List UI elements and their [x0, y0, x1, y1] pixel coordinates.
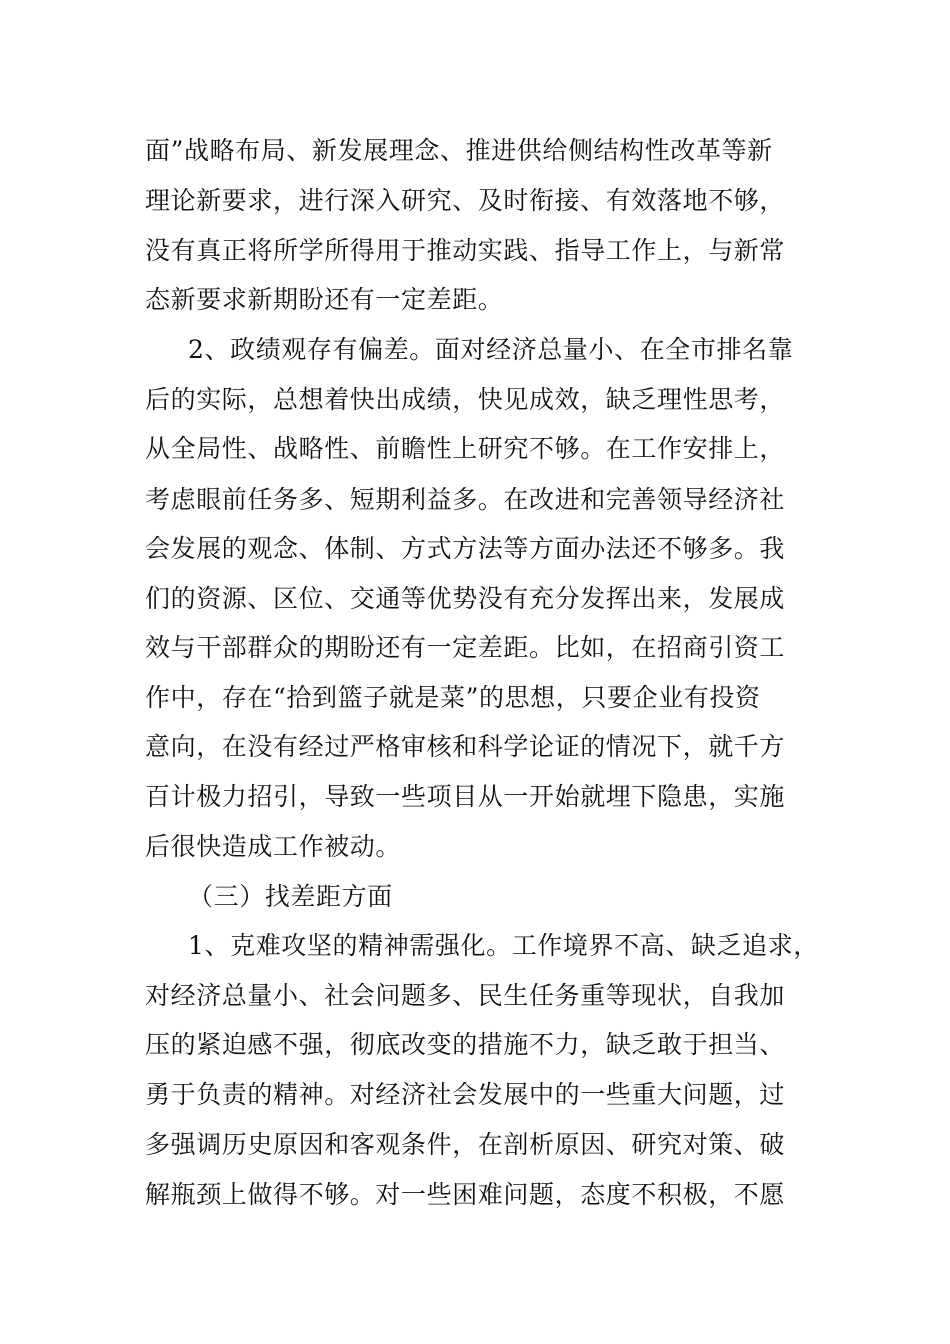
paragraph-1-start: 1、克难攻坚的精神需强化。工作境界不高、缺乏追求， — [188, 931, 819, 960]
text-line: 解瓶颈上做得不够。对一些困难问题，态度不积极，不愿 — [145, 1180, 786, 1209]
text-line: 作中，存在“拾到篮子就是菜”的思想，只要企业有投资 — [145, 683, 761, 712]
text-line: 从全局性、战略性、前瞻性上研究不够。在工作安排上， — [145, 434, 786, 463]
text-line: 理论新要求，进行深入研究、及时衔接、有效落地不够， — [145, 186, 786, 215]
text-line: 态新要求新期盼还有一定差距。 — [145, 285, 504, 314]
text-line: 意向，在没有经过严格审核和科学论证的情况下，就千方 — [145, 732, 786, 761]
text-line: 们的资源、区位、交通等优势没有充分发挥出来，发展成 — [145, 584, 786, 613]
section-heading: （三）找差距方面 — [188, 882, 393, 911]
text-line: 勇于负责的精神。对经济社会发展中的一些重大问题，过 — [145, 1080, 786, 1109]
text-line: 后很快造成工作被动。 — [145, 832, 402, 861]
paragraph-2-start: 2、政绩观存有偏差。面对经济总量小、在全市排名靠 — [188, 335, 794, 364]
text-line: 对经济总量小、社会问题多、民生任务重等现状，自我加 — [145, 981, 786, 1010]
text-line: 没有真正将所学所得用于推动实践、指导工作上，与新常 — [145, 236, 786, 265]
text-line: 会发展的观念、体制、方式方法等方面办法还不够多。我 — [145, 534, 786, 563]
text-line: 多强调历史原因和客观条件，在剖析原因、研究对策、破 — [145, 1130, 786, 1159]
text-line: 效与干部群众的期盼还有一定差距。比如，在招商引资工 — [145, 633, 786, 662]
text-line: 面”战略布局、新发展理念、推进供给侧结构性改革等新 — [145, 136, 773, 165]
text-line: 考虑眼前任务多、短期利益多。在改进和完善领导经济社 — [145, 485, 786, 514]
text-line: 压的紧迫感不强，彻底改变的措施不力，缺乏敢于担当、 — [145, 1030, 786, 1059]
text-line: 百计极力招引，导致一些项目从一开始就埋下隐患，实施 — [145, 782, 786, 811]
text-line: 后的实际，总想着快出成绩，快见成效，缺乏理性思考， — [145, 385, 786, 414]
